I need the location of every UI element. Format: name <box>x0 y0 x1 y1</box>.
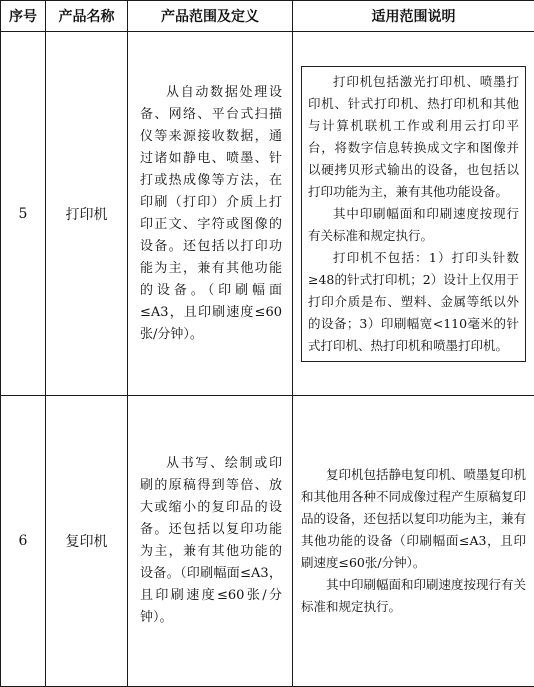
product-name: 复印机 <box>46 396 128 687</box>
row-number: 6 <box>1 396 46 687</box>
scope-note-paragraph: 打印机包括激光打印机、喷墨打印机、针式打印机、热打印机和其他与计算机联机工作或利用云打印平台，将数字信息转换成文字和图像并以硬拷贝形式输出的设备，也包括以打印功能为主，兼有其他功能设备。 <box>308 71 519 203</box>
scope-note-paragraph: 其中印刷幅面和印刷速度按现行有关标准和规定执行。 <box>308 203 519 247</box>
scope-note-paragraph: 复印机包括静电复印机、喷墨复印机和其他用各种不同成像过程产生原稿复印品的设备，还包括以复印功能为主，兼有其他功能的设备（印刷幅面≤A3，且印刷速度≤60张/分钟）。 <box>301 464 526 574</box>
table-row <box>1 396 534 687</box>
scope-notes-cell <box>293 396 534 687</box>
scope-notes-cell <box>293 32 534 396</box>
product-scope-text: 从书写、绘制或印刷的原稿得到等倍、放大或缩小的复印品的设备。还包括以复印功能为主，兼有其他功能的设备。（印刷幅面≤A3，且印刷速度≤60张/分钟）。 <box>140 453 282 629</box>
table-row <box>1 32 534 396</box>
scope-notes-box <box>301 66 526 362</box>
header-row <box>1 1 534 32</box>
scope-note-paragraph: 打印机不包括：1）打印头针数≥48的针式打印机；2）设计上仅用于打印介质是布、塑料、金属等纸以外的设备；3）印刷幅宽<110毫米的针式打印机、热打印机和喷墨打印机。 <box>308 247 519 357</box>
product-scope-text: 从自动数据处理设备、网络、平台式扫描仪等来源接收数据，通过诸如静电、喷墨、针打或热成像等方法，在印刷（打印）介质上打印正文、字符或图像的设备。还包括以打印功能为主，兼有其他功能的设备。（印刷幅面≤A3，且印刷速度≤60张/分钟）。 <box>140 82 282 346</box>
product-scope-cell <box>128 32 293 396</box>
header-scope: 产品范围及定义 <box>128 1 293 32</box>
product-scope-cell <box>128 396 293 687</box>
header-name: 产品名称 <box>46 1 128 32</box>
row-number: 5 <box>1 32 46 396</box>
header-notes: 适用范围说明 <box>293 1 534 32</box>
product-name: 打印机 <box>46 32 128 396</box>
header-num: 序号 <box>1 1 46 32</box>
scope-note-paragraph: 其中印刷幅面和印刷速度按现行有关标准和规定执行。 <box>301 574 526 618</box>
